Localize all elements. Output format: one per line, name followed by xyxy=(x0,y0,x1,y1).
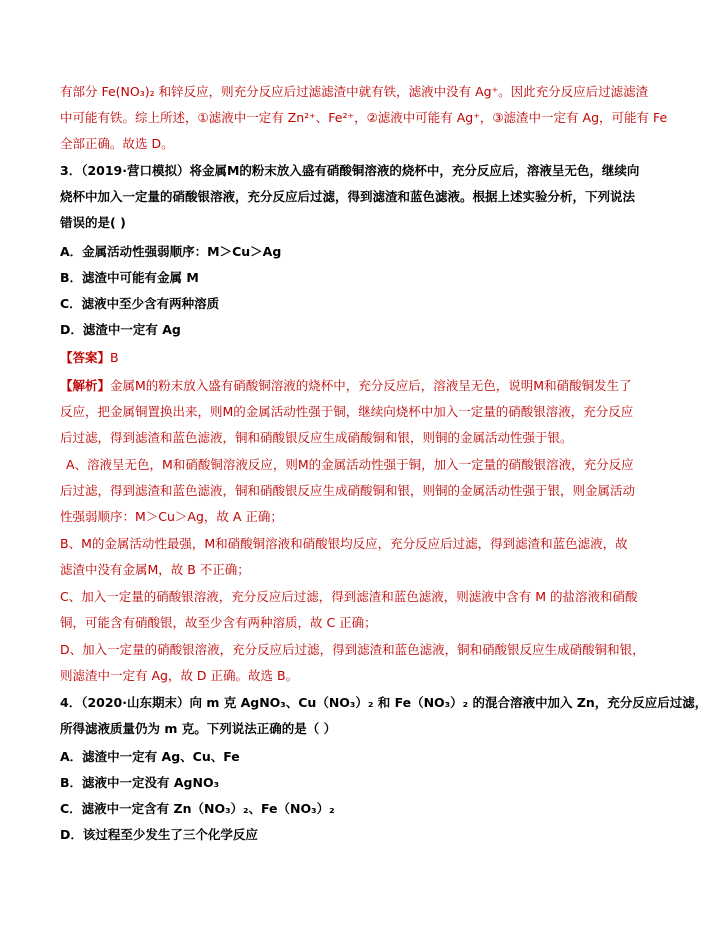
analysis-text-line: 后过滤，得到滤渣和蓝色滤液，铜和硝酸银反应生成硝酸铜和银，则铜的金属活动性强于银，则金属活动 xyxy=(60,483,636,498)
answer-value: B xyxy=(110,350,119,365)
question-3-stem: 3．（2019·营口模拟）将金属M的粉末放入盛有硝酸铜溶液的烧杯中，充分反应后，溶液呈无色，继续向 xyxy=(60,163,640,178)
analysis-text: 金属M的粉末放入盛有硝酸铜溶液的烧杯中，充分反应后，溶液呈无色，说明M和硝酸铜发生了 xyxy=(110,378,632,393)
analysis-option-a: A、溶液呈无色，M和硝酸铜溶液反应，则M的金属活动性强于铜，加入一定量的硝酸银溶液，充分反应 xyxy=(66,457,634,472)
question-4-option-b: B．滤液中一定没有 AgNO₃ xyxy=(60,775,220,790)
analysis-text-line: 滤渣中没有金属M，故 B 不正确； xyxy=(60,562,250,577)
analysis-text-line: 铜，可能含有硝酸银，故至少含有两种溶质，故 C 正确； xyxy=(60,615,377,630)
question-4-option-d: D．该过程至少发生了三个化学反应 xyxy=(60,827,258,842)
analysis-text-line: 有部分 Fe(NO₃)₂ 和锌反应，则充分反应后过滤滤渣中就有铁，滤液中没有 Ag⁺。因此充分反应后过滤滤渣 xyxy=(60,84,649,99)
question-3-option-d: D．滤渣中一定有 Ag xyxy=(60,322,181,337)
answer-label: 【答案】 xyxy=(60,350,111,365)
question-3-stem: 烧杯中加入一定量的硝酸银溶液，充分反应后过滤，得到滤渣和蓝色滤液。根据上述实验分析，下列说法 xyxy=(60,189,636,204)
analysis-text-line: 反应，把金属铜置换出来，则M的金属活动性强于铜，继续向烧杯中加入一定量的硝酸银溶液，充分反应 xyxy=(60,404,634,419)
analysis-text-line: 则滤渣中一定有 Ag，故 D 正确。故选 B。 xyxy=(60,668,299,683)
question-3-option-c: C．滤液中至少含有两种溶质 xyxy=(60,296,220,311)
analysis-text-line: 中可能有铁。综上所述，①滤液中一定有 Zn²⁺、Fe²⁺，②滤液中可能有 Ag⁺，③滤渣中一定有 Ag，可能有 Fe xyxy=(60,110,668,125)
analysis-text-line: 全部正确。故选 D。 xyxy=(60,136,174,151)
question-3-option-a: A．金属活动性强弱顺序：M＞Cu＞Ag xyxy=(60,244,282,259)
analysis-text-line: 性强弱顺序：M＞Cu＞Ag，故 A 正确； xyxy=(60,509,283,524)
question-4-stem: 所得滤液质量仍为 m 克。下列说法正确的是（ ） xyxy=(60,721,337,736)
analysis-option-d: D、加入一定量的硝酸银溶液，充分反应后过滤，得到滤渣和蓝色滤液，铜和硝酸银反应生成硝酸铜和银， xyxy=(60,642,645,657)
question-3-stem: 错误的是( ) xyxy=(60,215,126,230)
answer-line xyxy=(60,350,620,366)
analysis-label: 【解析】 xyxy=(60,378,111,393)
question-4-stem: 4．（2020·山东期末）向 m 克 AgNO₃、Cu（NO₃）₂ 和 Fe（NO₃）₂ 的混合溶液中加入 Zn，充分反应后过滤， xyxy=(60,695,707,710)
analysis-line xyxy=(60,378,632,394)
question-3-option-b: B．滤渣中可能有金属 M xyxy=(60,270,199,285)
analysis-option-c: C、加入一定量的硝酸银溶液，充分反应后过滤，得到滤渣和蓝色滤液，则滤液中含有 M 的盐溶液和硝酸 xyxy=(60,589,638,604)
question-4-option-c: C．滤液中一定含有 Zn（NO₃）₂、Fe（NO₃）₂ xyxy=(60,801,335,816)
question-4-option-a: A．滤渣中一定有 Ag、Cu、Fe xyxy=(60,749,240,764)
analysis-option-b: B、M的金属活动性最强，M和硝酸铜溶液和硝酸银均反应，充分反应后过滤，得到滤渣和蓝色滤液，故 xyxy=(60,536,628,551)
analysis-text-line: 后过滤，得到滤渣和蓝色滤液，铜和硝酸银反应生成硝酸铜和银，则铜的金属活动性强于银。 xyxy=(60,430,573,445)
